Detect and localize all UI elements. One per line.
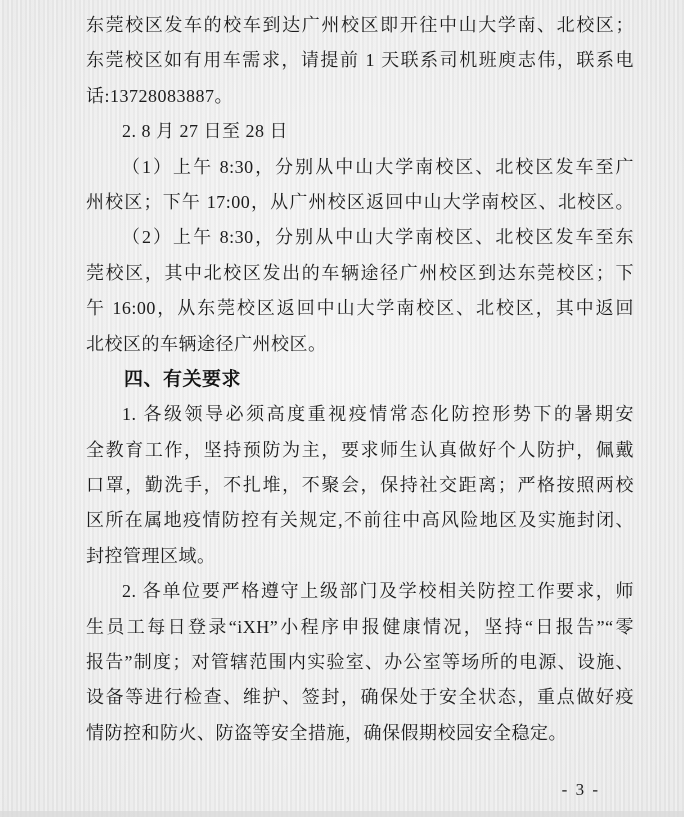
text-line-16: 封控管理区域。 bbox=[86, 545, 216, 566]
text-line-2: 东莞校区如有用车需求，请提前 1 天联系司机班庾志伟，联系电 bbox=[86, 50, 634, 71]
text-line-7: （2）上午 8:30，分别从中山大学南校区、北校区发车至东 bbox=[122, 227, 634, 248]
text-line-9: 午 16:00，从东莞校区返回中山大学南校区、北校区，其中返回 bbox=[86, 298, 634, 319]
text-line-15: 区所在属地疫情防控有关规定,不前往中高风险地区及实施封闭、 bbox=[86, 510, 634, 531]
page-number: - 3 - bbox=[561, 780, 600, 799]
text-line-21: 情防控和防火、防盗等安全措施，确保假期校园安全稳定。 bbox=[86, 722, 567, 743]
page-bottom-edge bbox=[0, 811, 684, 817]
text-line-20: 设备等进行检查、维护、签封，确保处于安全状态，重点做好疫 bbox=[86, 687, 634, 708]
text-line-10: 北校区的车辆途径广州校区。 bbox=[86, 333, 327, 354]
text-line-8: 莞校区，其中北校区发出的车辆途径广州校区到达东莞校区；下 bbox=[86, 262, 634, 283]
section-heading-requirements: 四、有关要求 bbox=[124, 368, 242, 390]
text-line-14: 口罩，勤洗手，不扎堆，不聚会，保持社交距离；严格按照两校 bbox=[86, 475, 634, 496]
text-line-17: 2. 各单位要严格遵守上级部门及学校相关防控工作要求，师 bbox=[122, 581, 634, 602]
text-line-18: 生员工每日登录“iXH”小程序申报健康情况，坚持“日报告”“零 bbox=[86, 616, 634, 637]
text-line-12: 1. 各级领导必须高度重视疫情常态化防控形势下的暑期安 bbox=[122, 404, 634, 425]
text-line-19: 报告”制度；对管辖范围内实验室、办公室等场所的电源、设施、 bbox=[86, 652, 634, 673]
text-line-6: 州校区；下午 17:00，从广州校区返回中山大学南校区、北校区。 bbox=[86, 191, 634, 212]
text-line-13: 全教育工作，坚持预防为主，要求师生认真做好个人防护，佩戴 bbox=[86, 439, 634, 460]
text-line-5: （1）上午 8:30，分别从中山大学南校区、北校区发车至广 bbox=[122, 156, 634, 177]
text-line-1: 东莞校区发车的校车到达广州校区即开往中山大学南、北校区； bbox=[86, 15, 634, 35]
document-body bbox=[86, 8, 634, 751]
text-line-3: 话:13728083887。 bbox=[86, 85, 234, 106]
list-item-2-date: 2. 8 月 27 日至 28 日 bbox=[122, 121, 288, 142]
